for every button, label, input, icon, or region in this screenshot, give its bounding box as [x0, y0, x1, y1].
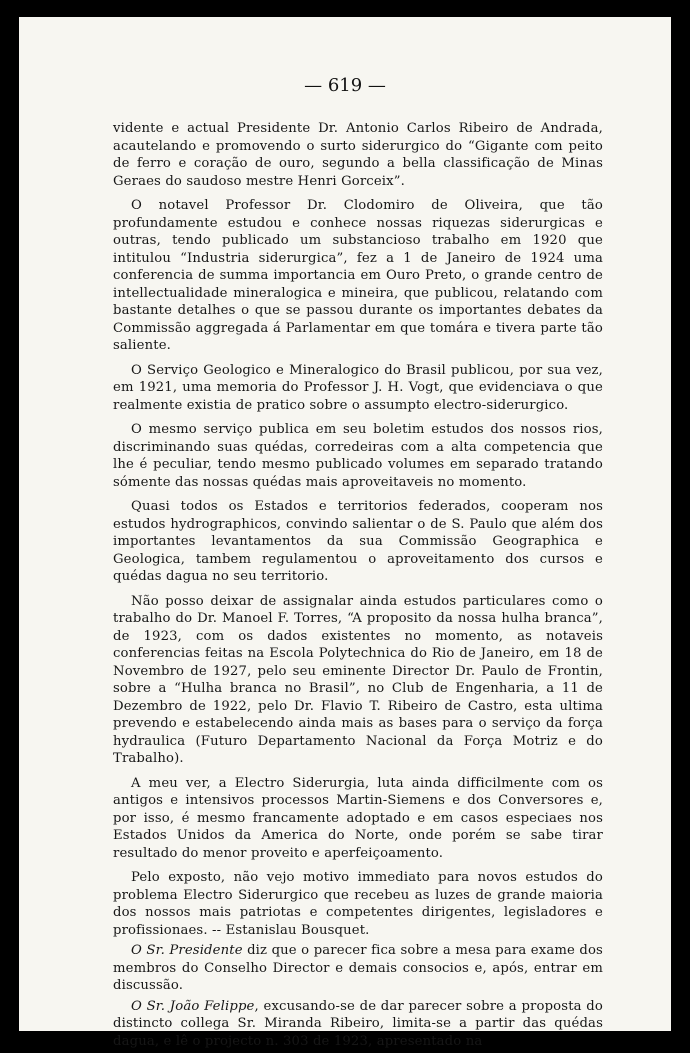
- speech-joao-felippe-text: , excusando-se de dar parecer sobre a proposta do distincto collega Sr. Miranda Ribeiro, limita-se a partir das quédas dagua, e lê o projecto n. 303 de 1923, apresentado na: [113, 998, 603, 1049]
- document-page: [19, 17, 671, 1049]
- speaker-president: O Sr. Presidente: [131, 943, 243, 958]
- body-text: [113, 120, 603, 1053]
- paragraph-1: vidente e actual Presidente Dr. Antonio Carlos Ribeiro de Andrada, acautelando e promovendo o surto siderurgico do “Gigante com peito de ferro e coração de ouro, segundo a bella classificação de Minas Geraes do saudoso mestre Henri Gorceix”.: [113, 121, 603, 189]
- paragraph-2: O notavel Professor Dr. Clodomiro de Oliveira, que tão profundamente estudou e conhece nossas riquezas siderurgicas e outras, tendo publicado um substancioso trabalho em 1920 que intitulou “Industria siderurgica”, fez a 1 de Janeiro de 1924 uma conferencia de summa importancia em Ouro Preto, o grande centro de intellectualidade mineralogica e mineira, que publicou, relatando com bastante detalhes o que se passou durante os importantes debates da Commissão aggregada á Parlamentar em que tomára e tivera parte tão saliente.: [113, 198, 603, 353]
- paragraph-4: O mesmo serviço publica em seu boletim estudos dos nossos rios, discriminando suas quédas, corredeiras com a alta competencia que lhe é peculiar, tendo mesmo publicado volumes em separado tratando sómente das nossas quédas mais aproveitaveis no momento.: [113, 422, 603, 490]
- paragraph-6: Não posso deixar de assignalar ainda estudos particulares como o trabalho do Dr. Manoel F. Torres, “A proposito da nossa hulha branca”, de 1923, com os dados existentes no momento, as notaveis conferencias feitas na Escola Polytechnica do Rio de Janeiro, em 18 de Novembro de 1927, pelo seu eminente Director Dr. Paulo de Frontin, sobre a “Hulha branca no Brasil”, no Club de Engenharia, a 11 de Dezembro de 1922, pelo Dr. Flavio T. Ribeiro de Castro, esta ultima prevendo e estabelecendo ainda mais as bases para o serviço da força hydraulica (Futuro Departamento Nacional da Força Motriz e do Trabalho).: [113, 593, 603, 766]
- paragraph-7: A meu ver, a Electro Siderurgia, luta ainda difficilmente com os antigos e intensivos processos Martin-Siemens e dos Conversores e, por isso, é mesmo francamente adoptado e em casos especiaes nos Estados Unidos da America do Norte, onde porém se sabe tirar resultado do menor proveito e aperfeiçoamento.: [113, 775, 603, 861]
- page-number: — 619 —: [304, 75, 386, 96]
- paragraph-3: O Serviço Geologico e Mineralogico do Brasil publicou, por sua vez, em 1921, uma memoria do Professor J. H. Vogt, que evidenciava o que realmente existia de pratico sobre o assumpto electro-siderurgico.: [113, 362, 603, 413]
- speech-president-text: diz que o parecer fica sobre a mesa para exame dos membros do Conselho Director e demais consocios e, após, entrar em discussão.: [113, 943, 603, 993]
- speaker-joao-felippe: O Sr. João Felippe: [131, 998, 255, 1014]
- paragraph-5: Quasi todos os Estados e territorios federados, cooperam nos estudos hydrographicos, convindo salientar o de S. Paulo que além dos importantes levantamentos da sua Commissão Geographica e Geologica, tambem regulamentou o aproveitamento dos cursos e quédas dagua no seu territorio.: [113, 499, 603, 584]
- paragraph-8: Pelo exposto, não vejo motivo immediato para novos estudos do problema Electro Siderurgico que recebeu as luzes de grande maioria dos nossos mais patriotas e competentes dirigentes, legisladores e profissionaes. -- Estanislau Bousquet.: [113, 870, 603, 938]
- speech-joao-felippe: [113, 998, 603, 1051]
- speech-president: [113, 942, 603, 995]
